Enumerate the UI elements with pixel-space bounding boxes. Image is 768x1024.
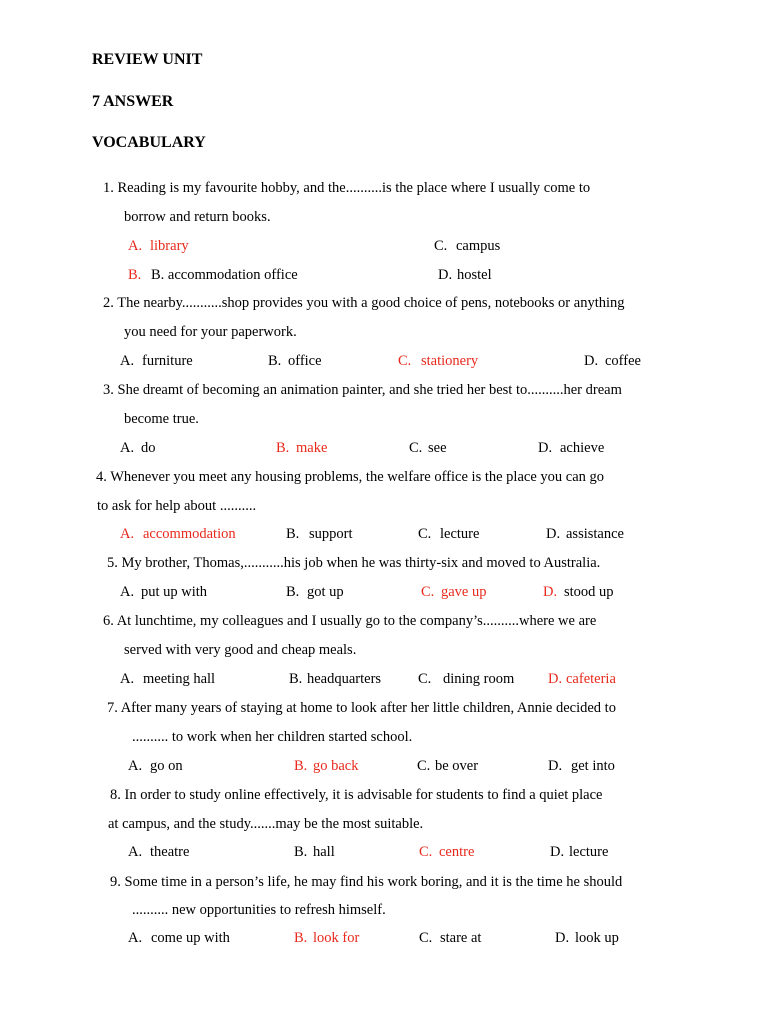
- q2-option-a-text: furniture: [142, 353, 193, 369]
- question-7-line-1: 7. After many years of staying at home to look after her little children, Annie decided to: [107, 700, 616, 716]
- q1-option-d-letter: D.: [438, 267, 453, 283]
- question-8-line-2: at campus, and the study.......may be the most suitable.: [108, 816, 424, 832]
- q3-option-b-text: make: [296, 440, 328, 456]
- q3-option-a-text: do: [141, 440, 156, 456]
- q5-option-c-text: gave up: [441, 584, 487, 600]
- q9-option-d-letter: D.: [555, 930, 570, 946]
- q3-option-c-text: see: [428, 440, 447, 456]
- q6-option-b-text: headquarters: [307, 671, 382, 687]
- q2-option-d-letter: D.: [584, 353, 599, 369]
- q7-option-b-text: go back: [313, 758, 359, 774]
- question-6-line-1: 6. At lunchtime, my colleagues and I usually go to the company’s..........where we are: [103, 613, 597, 629]
- q4-option-b-letter: B.: [286, 526, 300, 542]
- q5-option-b-text: got up: [307, 584, 344, 600]
- q3-option-c-letter: C.: [409, 440, 423, 456]
- question-4-line-2: to ask for help about ..........: [97, 498, 257, 514]
- q8-option-d-text: lecture: [569, 844, 609, 860]
- question-8-line-1: 8. In order to study online effectively, it is advisable for students to find a quiet place: [110, 787, 603, 803]
- question-3-line-1: 3. She dreamt of becoming an animation painter, and she tried her best to..........her dream: [103, 382, 622, 398]
- q2-option-c-text: stationery: [421, 353, 479, 369]
- q8-option-c-text: centre: [439, 844, 475, 860]
- q6-option-a-letter: A.: [120, 671, 135, 687]
- q1-option-a-text: library: [150, 238, 189, 254]
- question-2-line-2: you need for your paperwork.: [124, 324, 297, 340]
- q4-option-a-text: accommodation: [143, 526, 236, 542]
- q4-option-d-letter: D.: [546, 526, 561, 542]
- q8-option-a-letter: A.: [128, 844, 143, 860]
- q5-option-a-text: put up with: [141, 584, 208, 600]
- q6-option-d-text: cafeteria: [566, 671, 616, 687]
- q2-option-b-letter: B.: [268, 353, 282, 369]
- q5-option-c-letter: C.: [421, 584, 435, 600]
- q3-option-d-letter: D.: [538, 440, 553, 456]
- q2-option-d-text: coffee: [605, 353, 641, 369]
- q7-option-b-letter: B.: [294, 758, 308, 774]
- question-5-line-1: 5. My brother, Thomas,...........his job when he was thirty-six and moved to Australia.: [107, 555, 601, 571]
- q6-option-c-letter: C.: [418, 671, 432, 687]
- q5-option-d-letter: D.: [543, 584, 558, 600]
- q1-option-a-letter: A.: [128, 238, 143, 254]
- q5-option-d-text: stood up: [564, 584, 614, 600]
- q7-option-d-letter: D.: [548, 758, 563, 774]
- heading-vocabulary: VOCABULARY: [92, 134, 206, 151]
- q9-option-a-text: come up with: [151, 930, 230, 946]
- q8-option-c-letter: C.: [419, 844, 433, 860]
- q7-option-c-text: be over: [435, 758, 479, 774]
- q9-option-c-text: stare at: [440, 930, 482, 946]
- q1-option-b-text: B. accommodation office: [151, 267, 298, 283]
- q1-option-d-text: hostel: [457, 267, 492, 283]
- question-1-line-2: borrow and return books.: [124, 209, 271, 225]
- q4-option-b-text: support: [309, 526, 353, 542]
- question-9-line-1: 9. Some time in a person’s life, he may find his work boring, and it is the time he should: [110, 874, 623, 890]
- q4-option-c-text: lecture: [440, 526, 480, 542]
- q8-option-d-letter: D.: [550, 844, 565, 860]
- heading-answer: 7 ANSWER: [92, 93, 174, 110]
- question-1-line-1: 1. Reading is my favourite hobby, and the..........is the place where I usually come to: [103, 180, 591, 196]
- q9-option-b-text: look for: [313, 930, 360, 946]
- q7-option-a-text: go on: [150, 758, 183, 774]
- q4-option-c-letter: C.: [418, 526, 432, 542]
- question-3-line-2: become true.: [124, 411, 199, 427]
- q5-option-b-letter: B.: [286, 584, 300, 600]
- q7-option-c-letter: C.: [417, 758, 431, 774]
- q6-option-d-letter: D.: [548, 671, 563, 687]
- q1-option-c-letter: C.: [434, 238, 448, 254]
- q2-option-c-letter: C.: [398, 353, 412, 369]
- q7-option-a-letter: A.: [128, 758, 143, 774]
- q8-option-b-letter: B.: [294, 844, 308, 860]
- heading-review-unit: REVIEW UNIT: [92, 51, 203, 68]
- q6-option-c-text: dining room: [443, 671, 515, 687]
- q9-option-d-text: look up: [575, 930, 619, 946]
- q6-option-a-text: meeting hall: [143, 671, 216, 687]
- q7-option-d-text: get into: [571, 758, 615, 774]
- question-9-line-2: .......... new opportunities to refresh himself.: [132, 902, 386, 918]
- q3-option-a-letter: A.: [120, 440, 135, 456]
- q9-option-c-letter: C.: [419, 930, 433, 946]
- q3-option-b-letter: B.: [276, 440, 290, 456]
- q8-option-b-text: hall: [313, 844, 335, 860]
- q9-option-a-letter: A.: [128, 930, 143, 946]
- q2-option-a-letter: A.: [120, 353, 135, 369]
- q2-option-b-text: office: [288, 353, 322, 369]
- question-6-line-2: served with very good and cheap meals.: [124, 642, 357, 658]
- question-4-line-1: 4. Whenever you meet any housing problems, the welfare office is the place you can go: [96, 469, 605, 485]
- q3-option-d-text: achieve: [560, 440, 605, 456]
- q4-option-d-text: assistance: [566, 526, 624, 542]
- q5-option-a-letter: A.: [120, 584, 135, 600]
- question-2-line-1: 2. The nearby...........shop provides you with a good choice of pens, notebooks or anything: [103, 295, 625, 311]
- q6-option-b-letter: B.: [289, 671, 303, 687]
- q1-option-b-letter: B.: [128, 267, 142, 283]
- q9-option-b-letter: B.: [294, 930, 308, 946]
- q1-option-c-text: campus: [456, 238, 501, 254]
- question-7-line-2: .......... to work when her children started school.: [132, 729, 413, 745]
- q8-option-a-text: theatre: [150, 844, 190, 860]
- q4-option-a-letter: A.: [120, 526, 135, 542]
